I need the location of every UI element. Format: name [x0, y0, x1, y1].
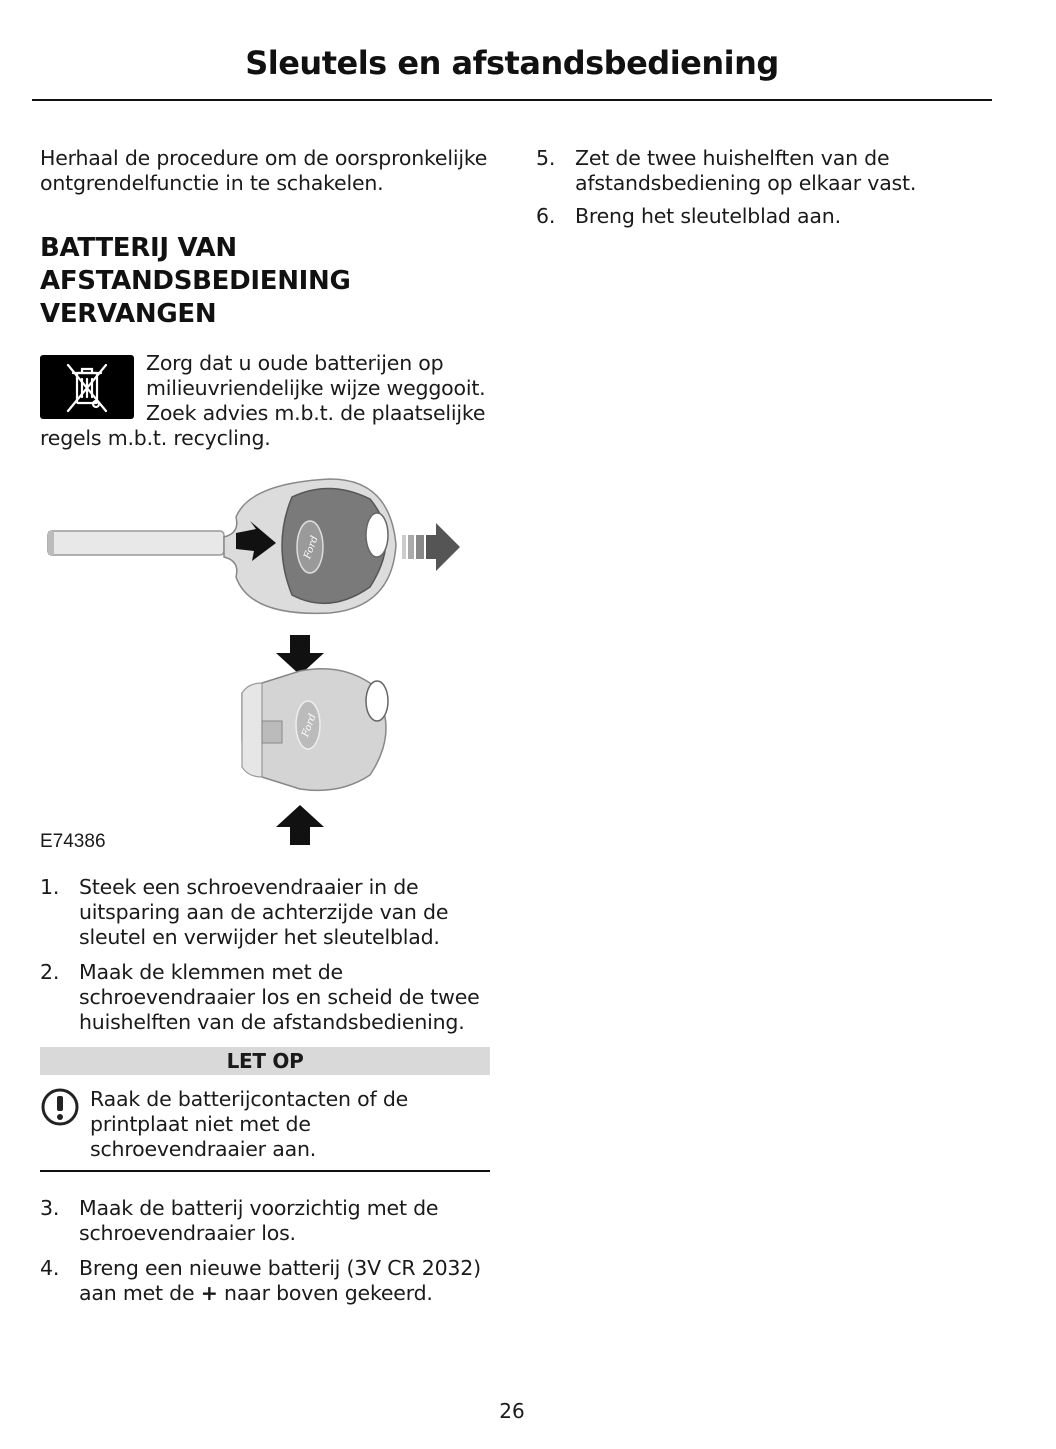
page-number: 26 [499, 1399, 525, 1423]
step-number: 1. [40, 875, 60, 899]
step-number: 6. [536, 204, 556, 228]
steps-list-c [536, 146, 976, 229]
list-item [40, 960, 490, 1035]
notice-box [40, 1047, 490, 1172]
notice-label: LET OP [40, 1047, 490, 1075]
list-item [40, 1256, 490, 1306]
step-number: 2. [40, 960, 60, 984]
right-column [536, 146, 976, 229]
step-text: Zet de twee huishelften van de afstandsbediening op elkaar vast. [575, 146, 917, 195]
notice-text: Raak de batterijcontacten of de printplaat niet met de schroevendraaier aan. [90, 1087, 409, 1161]
step-text: Maak de batterij voorzichtig met de schroevendraaier los. [79, 1196, 439, 1245]
ford-logo-bottom: Ford [300, 712, 319, 739]
left-column [40, 146, 490, 1306]
step-text: Breng het sleutelblad aan. [575, 204, 841, 228]
crossed-out-bin-icon [40, 355, 134, 419]
header-divider [32, 99, 992, 101]
list-item [40, 875, 490, 950]
page-title: Sleutels en afstandsbediening [245, 44, 779, 82]
figure-code: E74386 [40, 831, 106, 852]
arrow-up-icon [276, 805, 324, 845]
key-illustration [40, 477, 490, 852]
exclamation-warning-icon [40, 1087, 80, 1131]
list-item [536, 146, 976, 196]
intro-paragraph: Herhaal de procedure om de oorspronkelijke ontgrendelfunctie in te schakelen. [40, 146, 488, 195]
plus-icon: + [200, 1281, 218, 1305]
steps-list-a [40, 875, 490, 1035]
step-text: Steek een schroevendraaier in de uitsparing aan de achterzijde van de sleutel en verwijder het sleutelblad. [79, 875, 449, 949]
step-number: 5. [536, 146, 556, 170]
section-heading-line: VERVANGEN [40, 299, 217, 329]
recycling-note [40, 351, 490, 451]
step-number: 3. [40, 1196, 60, 1220]
key-bottom-illustration [242, 669, 388, 791]
section-heading-line: BATTERIJ VAN [40, 233, 237, 263]
step-text: naar boven gekeerd. [224, 1281, 433, 1305]
key-diagram [40, 477, 490, 849]
step-text: Breng een nieuwe batterij (3V CR 2032) aan met de [79, 1256, 481, 1305]
list-item [40, 1196, 490, 1246]
recycling-text: Zorg dat u oude batterijen op milieuvriendelijke wijze weggooit. Zoek advies m.b.t. de plaatselijke regels m.b.t. recycling. [40, 351, 486, 450]
section-heading-line: AFSTANDSBEDIENING [40, 266, 351, 296]
steps-list-b [40, 1196, 490, 1306]
step-number: 4. [40, 1256, 60, 1280]
ford-logo-top: Ford [302, 534, 321, 561]
key-top-illustration [48, 479, 460, 613]
step-text: Maak de klemmen met de schroevendraaier los en scheid de twee huishelften van de afstandsbediening. [79, 960, 480, 1034]
section-heading [40, 232, 490, 331]
list-item [536, 204, 976, 229]
